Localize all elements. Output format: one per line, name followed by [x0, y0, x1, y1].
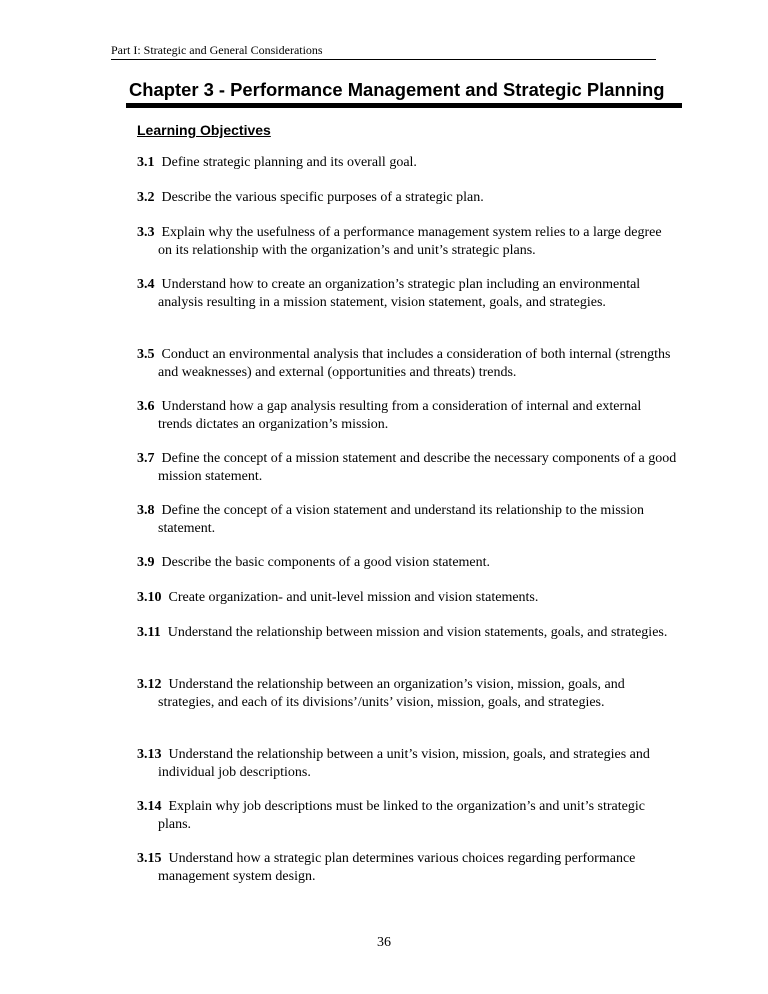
- objective-item: [137, 589, 677, 607]
- running-head: Part I: Strategic and General Considerations: [111, 41, 656, 60]
- objective-number: 3.7: [137, 451, 155, 466]
- objective-item: [137, 554, 677, 572]
- objective-item: [137, 346, 677, 382]
- objective-text: Define strategic planning and its overall goal.: [161, 155, 417, 170]
- objective-text: Understand how to create an organization’s strategic plan including an environmental analysis resulting in a mission statement, vision statement, goals, and strategies.: [158, 277, 641, 310]
- objective-number: 3.8: [137, 503, 155, 518]
- objective-item: [137, 224, 677, 260]
- section-heading: Learning Objectives: [137, 122, 271, 138]
- objective-item: [137, 798, 677, 834]
- objective-text: Understand how a strategic plan determines various choices regarding performance management system design.: [158, 851, 636, 884]
- objective-number: 3.2: [137, 190, 155, 205]
- objective-item: [137, 850, 677, 886]
- objective-item: [137, 502, 677, 538]
- objective-text: Understand the relationship between mission and vision statements, goals, and strategies.: [167, 625, 668, 640]
- objective-number: 3.11: [137, 625, 161, 640]
- objective-item: [137, 398, 677, 434]
- objective-text: Understand the relationship between a unit’s vision, mission, goals, and strategies and individual job descriptions.: [158, 747, 650, 780]
- objective-number: 3.4: [137, 277, 155, 292]
- objective-item: [137, 154, 677, 172]
- objective-text: Describe the basic components of a good vision statement.: [161, 555, 491, 570]
- objective-number: 3.3: [137, 225, 155, 240]
- objective-number: 3.15: [137, 851, 162, 866]
- objective-number: 3.6: [137, 399, 155, 414]
- chapter-title: Chapter 3 - Performance Management and Strategic Planning: [129, 79, 665, 100]
- title-rule: [126, 103, 682, 108]
- objective-number: 3.14: [137, 799, 162, 814]
- objective-text: Define the concept of a mission statement and describe the necessary components of a good mission statement.: [158, 451, 677, 484]
- objective-text: Define the concept of a vision statement and understand its relationship to the mission statement.: [158, 503, 645, 536]
- objective-text: Understand how a gap analysis resulting from a consideration of internal and external trends dictates an organization’s mission.: [158, 399, 642, 432]
- objective-item: [137, 276, 677, 312]
- objective-text: Explain why job descriptions must be linked to the organization’s and unit’s strategic plans.: [158, 799, 645, 832]
- objective-item: [137, 450, 677, 486]
- objective-number: 3.9: [137, 555, 155, 570]
- objective-number: 3.13: [137, 747, 162, 762]
- objective-number: 3.5: [137, 347, 155, 362]
- objective-item: [137, 676, 677, 712]
- objective-number: 3.10: [137, 590, 162, 605]
- objective-text: Create organization- and unit-level mission and vision statements.: [168, 590, 539, 605]
- page-number: 36: [377, 935, 391, 950]
- objective-item: [137, 746, 677, 782]
- objective-number: 3.1: [137, 155, 155, 170]
- objective-text: Describe the various specific purposes of a strategic plan.: [161, 190, 484, 205]
- objective-text: Explain why the usefulness of a performance management system relies to a large degree on its relationship with the organization’s and unit’s strategic plans.: [158, 225, 662, 258]
- objective-text: Understand the relationship between an organization’s vision, mission, goals, and strategies, and each of its divisions’/units’ vision, mission, goals, and strategies.: [158, 677, 625, 710]
- objective-number: 3.12: [137, 677, 162, 692]
- objective-item: [137, 189, 677, 207]
- objective-text: Conduct an environmental analysis that includes a consideration of both internal (strengths and weaknesses) and external (opportunities and threats) trends.: [158, 347, 671, 380]
- objective-item: [137, 624, 677, 642]
